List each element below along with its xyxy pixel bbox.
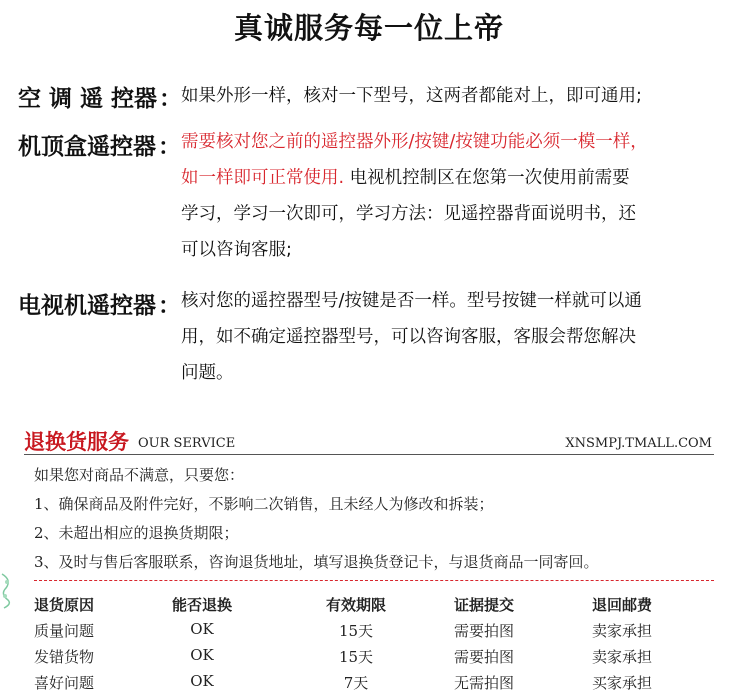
table-row: [34, 672, 714, 698]
policy-line: 1、确保商品及附件完好，不影响二次销售，且未经人为修改和拆装；: [34, 495, 494, 513]
table-cell: 15天: [338, 648, 374, 666]
table-cell: 7天: [343, 674, 369, 692]
section-body: [181, 283, 681, 391]
policy-line: 3、及时与售后客服联系，咨询退货地址，填写退换货登记卡，与退货商品一同寄回。: [34, 553, 599, 571]
table-header-row: [34, 594, 714, 620]
table-cell: 喜好问题: [34, 674, 95, 692]
return-table: [34, 594, 714, 698]
section-body: [181, 124, 681, 268]
section-line: 可以咨询客服;: [181, 240, 292, 260]
page-title: 真诚服务每一位上帝: [233, 11, 504, 45]
table-cell: OK: [190, 646, 214, 664]
section-line: 如一样即可正常使用. 电视机控制区在您第一次使用前需要: [181, 168, 630, 188]
table-header-cell: 能否退换: [172, 596, 233, 614]
table-cell: 发错货物: [34, 648, 95, 666]
section-line: 核对您的遥控器型号/按键是否一样。型号按键一样就可以通: [181, 291, 642, 311]
table-row: [34, 646, 714, 672]
table-cell: 需要拍图: [453, 648, 514, 666]
section-line: 需要核对您之前的遥控器外形/按键/按键功能必须一模一样，: [181, 132, 648, 152]
return-policy: [34, 461, 724, 577]
policy-line: 如果您对商品不满意，只要您：: [34, 466, 245, 484]
section-body: [181, 78, 681, 114]
table-cell: 卖家承担: [591, 622, 652, 640]
section-line: 如果外形一样，核对一下型号，这两者都能对上，即可通用;: [181, 86, 642, 106]
policy-line: 2、未超出相应的退换货期限；: [34, 524, 239, 542]
service-header: [24, 424, 714, 455]
section-label: 电视机遥控器：: [18, 293, 181, 319]
table-row: [34, 620, 714, 646]
decorative-leaf-icon: [0, 570, 14, 610]
table-cell: 买家承担: [591, 674, 652, 692]
table-cell: 卖家承担: [591, 648, 652, 666]
section-label: 空 调 遥 控器：: [18, 86, 183, 112]
section-label: 机顶盒遥控器：: [18, 134, 181, 160]
table-cell: 15天: [338, 622, 374, 640]
service-subtitle: OUR SERVICE: [138, 436, 236, 451]
section-line: 用，如不确定遥控器型号，可以咨询客服，客服会帮您解决: [181, 327, 636, 347]
section-line: 学习，学习一次即可，学习方法：见遥控器背面说明书，还: [181, 204, 636, 224]
service-title: 退换货服务: [24, 430, 129, 454]
dashed-divider: [34, 580, 714, 581]
table-header-cell: 退货原因: [34, 596, 95, 614]
table-header-cell: 证据提交: [453, 596, 514, 614]
table-cell: 无需拍图: [453, 674, 514, 692]
table-header-cell: 有效期限: [325, 596, 386, 614]
table-header-cell: 退回邮费: [591, 596, 652, 614]
table-cell: 需要拍图: [453, 622, 514, 640]
store-url: XNSMPJ.TMALL.COM: [565, 436, 712, 451]
table-cell: 质量问题: [34, 622, 95, 640]
table-cell: OK: [190, 672, 214, 690]
section-line: 问题。: [181, 363, 234, 383]
table-cell: OK: [190, 620, 214, 638]
